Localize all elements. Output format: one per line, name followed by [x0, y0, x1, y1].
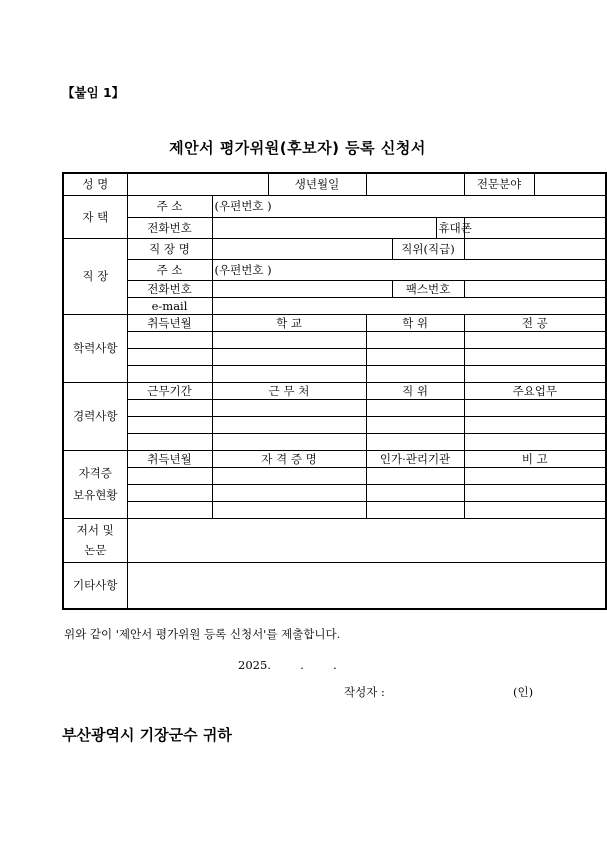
author-label: 작성자 : [344, 685, 385, 699]
education-header: 학 위 [366, 314, 464, 331]
workplace-field[interactable] [212, 238, 392, 259]
license-cell[interactable] [127, 501, 212, 518]
other-field[interactable] [127, 562, 606, 609]
publications-label: 저서 및 논문 [63, 518, 127, 562]
education-header: 학 교 [212, 314, 366, 331]
education-cell[interactable] [127, 365, 212, 382]
career-cell[interactable] [464, 399, 606, 416]
education-label: 학력사항 [63, 314, 127, 382]
license-header: 인가·관리기관 [366, 450, 464, 467]
education-header: 취득년월 [127, 314, 212, 331]
education-cell[interactable] [212, 365, 366, 382]
education-cell[interactable] [212, 348, 366, 365]
license-label: 자격증 보유현황 [63, 450, 127, 518]
license-cell[interactable] [212, 467, 366, 484]
education-cell[interactable] [127, 331, 212, 348]
publications-field[interactable] [127, 518, 606, 562]
career-cell[interactable] [464, 433, 606, 450]
specialty-label: 전문분야 [464, 173, 534, 195]
home-address-label: 주 소 [127, 195, 212, 217]
career-cell[interactable] [212, 399, 366, 416]
career-header: 근 무 처 [212, 382, 366, 399]
education-cell[interactable] [212, 331, 366, 348]
other-label: 기타사항 [63, 562, 127, 609]
career-header: 근무기간 [127, 382, 212, 399]
license-cell[interactable] [127, 467, 212, 484]
work-phone-field[interactable] [212, 280, 392, 297]
career-header: 주요업무 [464, 382, 606, 399]
home-phone-field[interactable] [212, 217, 436, 238]
license-cell[interactable] [464, 501, 606, 518]
license-header: 취득년월 [127, 450, 212, 467]
license-cell[interactable] [212, 484, 366, 501]
work-address-field[interactable]: (우편번호 ) [212, 259, 606, 280]
date-line: 2025. . . [238, 658, 337, 672]
education-cell[interactable] [366, 348, 464, 365]
career-cell[interactable] [366, 416, 464, 433]
home-address-field[interactable]: (우편번호 ) [212, 195, 606, 217]
position-field[interactable] [464, 238, 606, 259]
career-cell[interactable] [366, 399, 464, 416]
workplace-label: 직 장 명 [127, 238, 212, 259]
work-label: 직 장 [63, 238, 127, 314]
career-cell[interactable] [212, 416, 366, 433]
license-cell[interactable] [127, 484, 212, 501]
career-label: 경력사항 [63, 382, 127, 450]
education-cell[interactable] [366, 331, 464, 348]
mobile-label: 휴대폰 [436, 217, 464, 238]
career-cell[interactable] [212, 433, 366, 450]
education-cell[interactable] [464, 348, 606, 365]
license-cell[interactable] [366, 484, 464, 501]
birthdate-label: 생년월일 [268, 173, 366, 195]
career-cell[interactable] [127, 399, 212, 416]
application-form-table [62, 172, 607, 610]
career-cell[interactable] [127, 416, 212, 433]
license-cell[interactable] [366, 467, 464, 484]
position-label: 직위(직급) [392, 238, 464, 259]
attachment-label: 【붙임 1】 [62, 85, 125, 100]
license-cell[interactable] [464, 484, 606, 501]
fax-field[interactable] [464, 280, 606, 297]
submission-statement: 위와 같이 '제안서 평가위원 등록 신청서'를 제출합니다. [64, 627, 341, 641]
career-cell[interactable] [127, 433, 212, 450]
license-cell[interactable] [212, 501, 366, 518]
career-header: 직 위 [366, 382, 464, 399]
work-address-label: 주 소 [127, 259, 212, 280]
email-label: e-mail [127, 297, 212, 314]
name-field[interactable] [127, 173, 268, 195]
mobile-field[interactable] [464, 217, 606, 238]
birthdate-field[interactable] [366, 173, 464, 195]
education-cell[interactable] [366, 365, 464, 382]
form-title: 제안서 평가위원(후보자) 등록 신청서 [169, 139, 426, 157]
license-header: 자 격 증 명 [212, 450, 366, 467]
education-cell[interactable] [464, 331, 606, 348]
email-field[interactable] [212, 297, 606, 314]
license-cell[interactable] [464, 467, 606, 484]
addressee: 부산광역시 기장군수 귀하 [62, 726, 232, 744]
fax-label: 팩스번호 [392, 280, 464, 297]
career-cell[interactable] [464, 416, 606, 433]
name-label: 성 명 [63, 173, 127, 195]
home-phone-label: 전화번호 [127, 217, 212, 238]
seal-mark: (인) [513, 685, 534, 699]
license-header: 비 고 [464, 450, 606, 467]
career-cell[interactable] [366, 433, 464, 450]
license-cell[interactable] [366, 501, 464, 518]
work-phone-label: 전화번호 [127, 280, 212, 297]
specialty-field[interactable] [534, 173, 606, 195]
education-cell[interactable] [127, 348, 212, 365]
education-header: 전 공 [464, 314, 606, 331]
education-cell[interactable] [464, 365, 606, 382]
home-label: 자 택 [63, 195, 127, 238]
